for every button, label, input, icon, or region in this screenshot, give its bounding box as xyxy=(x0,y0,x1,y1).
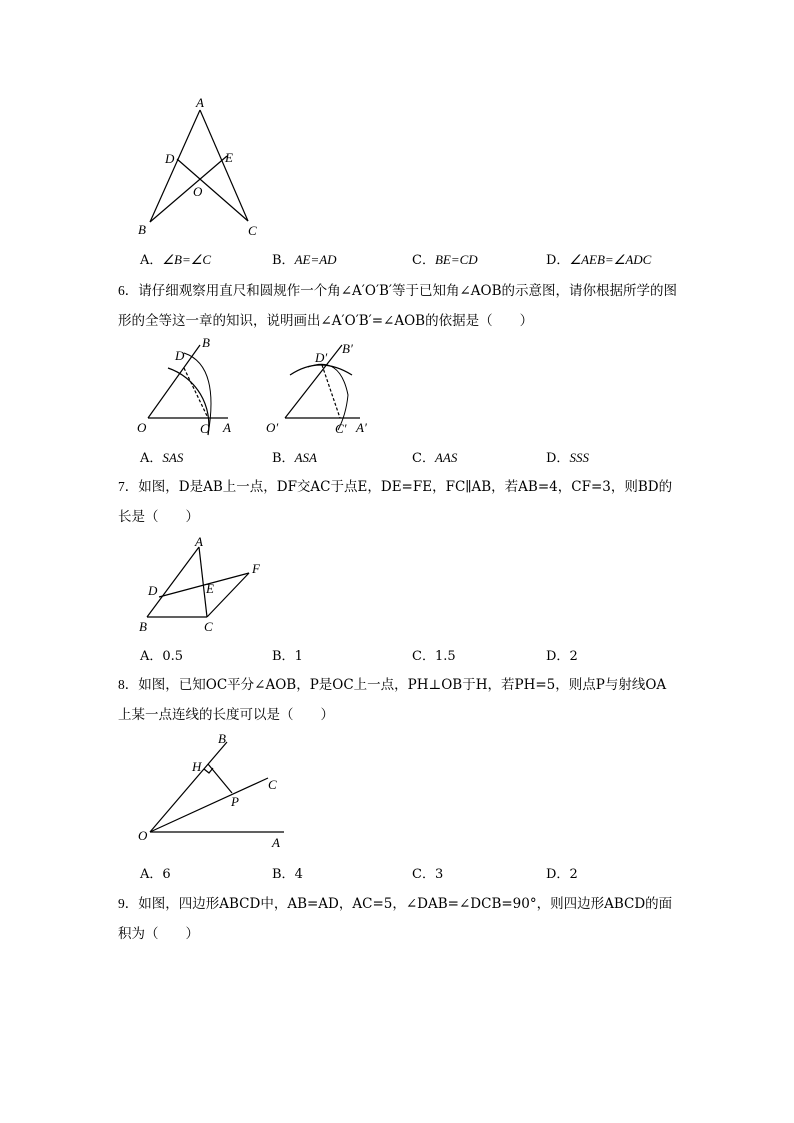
q8-question: 8．如图，已知OC平分∠AOB，P是OC上一点，PH⊥OB于H，若PH=5，则点P与射线OA上某一点连线的长度可以是（ ） xyxy=(118,677,667,723)
q6l-label-B: B xyxy=(202,335,210,350)
q5-option-b: B．AE=AD xyxy=(272,252,337,268)
q8-label-B: B xyxy=(218,731,226,746)
q6r-label-C: C′ xyxy=(335,421,347,436)
q8-label-O: O xyxy=(138,828,148,843)
q5-label-E: E xyxy=(225,150,233,165)
q6-figure-left xyxy=(130,335,240,440)
q6-option-a: A．SAS xyxy=(140,450,184,466)
q8-label-C: C xyxy=(268,777,277,792)
q6-option-c: C．AAS xyxy=(412,450,458,466)
q6l-label-O: O xyxy=(137,420,147,435)
q6r-label-D: D′ xyxy=(315,350,328,365)
q8-label-H: H xyxy=(192,759,202,774)
q7-label-E: E xyxy=(206,581,214,596)
q7-label-F: F xyxy=(252,561,260,576)
q5-label-B: B xyxy=(138,222,146,237)
q6-option-d: D．SSS xyxy=(546,450,589,466)
q5-figure xyxy=(130,95,280,245)
q5-option-a: A．∠B=∠C xyxy=(140,252,212,268)
q7-figure xyxy=(135,535,275,635)
q7-option-c: C．1.5 xyxy=(412,649,456,664)
q8-option-a: A．6 xyxy=(140,867,171,882)
q8-figure xyxy=(130,725,300,855)
q7-label-D: D xyxy=(148,583,158,598)
q9-question: 9．如图，四边形ABCD中，AB=AD，AC=5，∠DAB=∠DCB=90°，则四边形ABCD的面积为（ ） xyxy=(118,896,673,942)
q7-option-a: A．0.5 xyxy=(140,649,184,664)
q5-option-d: D．∠AEB=∠ADC xyxy=(546,252,652,268)
q7-question: 7．如图，D是AB上一点，DF交AC于点E，DE=FE，FC∥AB，若AB=4，CF=3，则BD的长是（ ） xyxy=(118,479,673,525)
q8-label-A: A xyxy=(272,835,280,850)
q7-label-A: A xyxy=(195,535,203,549)
q6r-label-O: O′ xyxy=(266,420,279,435)
q6-option-b: B．ASA xyxy=(272,450,317,466)
q7-option-d: D．2 xyxy=(546,649,578,664)
q8-label-P: P xyxy=(231,794,239,809)
q5-label-C: C xyxy=(248,223,257,238)
q5-label-A: A xyxy=(196,95,204,110)
q8-option-d: D．2 xyxy=(546,867,578,882)
q6r-label-A: A′ xyxy=(356,420,367,435)
q8-option-b: B．4 xyxy=(272,867,303,882)
q6l-label-D: D xyxy=(175,348,185,363)
q5-label-D: D xyxy=(165,151,175,166)
q8-option-c: C．3 xyxy=(412,867,444,882)
q7-label-B: B xyxy=(139,619,147,634)
q7-label-C: C xyxy=(204,619,213,634)
q5-label-O: O xyxy=(193,184,203,199)
q6-figure-right xyxy=(260,335,390,440)
q6l-label-A: A xyxy=(223,420,231,435)
q7-option-b: B．1 xyxy=(272,649,303,664)
q6l-label-C: C xyxy=(200,421,209,436)
q5-option-c: C．BE=CD xyxy=(412,252,478,268)
q6-question: 6．请仔细观察用直尺和圆规作一个角∠A′O′B′等于已知角∠AOB的示意图，请你根据所学的图形的全等这一章的知识，说明画出∠A′O′B′=∠AOB的依据是（ ） xyxy=(118,283,678,329)
q6r-label-B: B′ xyxy=(342,341,353,356)
